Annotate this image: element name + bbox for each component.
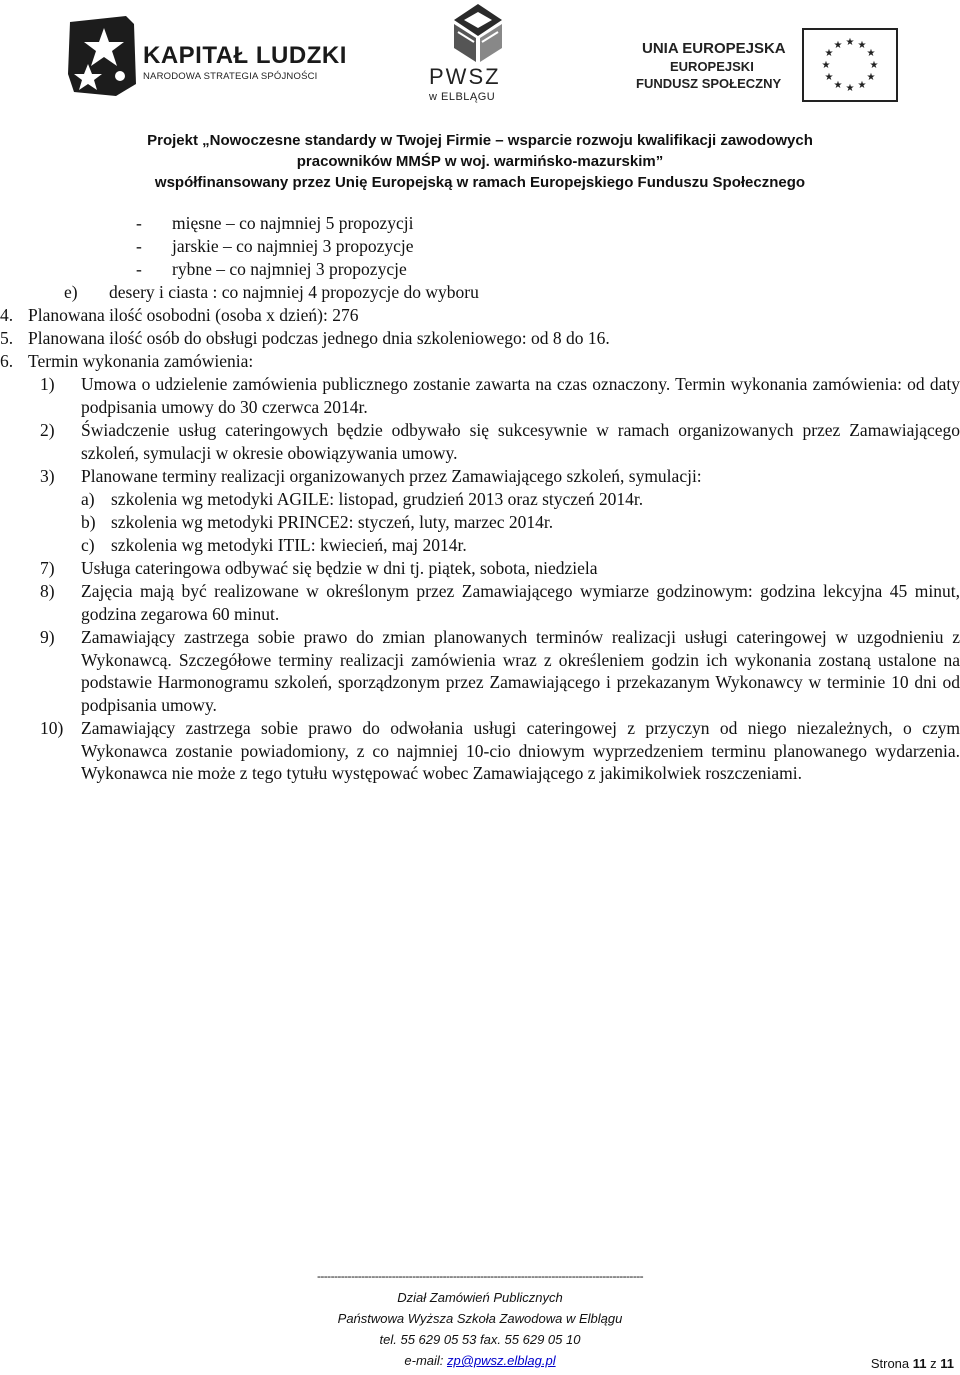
project-line-1: Projekt „Nowoczesne standardy w Twojej Firmie – wsparcie rozwoju kwalifikacji zawodowych (147, 132, 813, 149)
point-6-marker: 6. (0, 351, 14, 371)
sub-item-text: Planowane terminy realizacji organizowanych przez Zamawiającego szkoleń, symulacji: (81, 466, 702, 486)
pwsz-city: w ELBLĄGU (429, 91, 496, 103)
svg-text:★: ★ (866, 72, 876, 83)
page-number (871, 1356, 954, 1371)
item-e-marker: e) (64, 282, 78, 302)
schedule-item: szkolenia wg metodyki ITIL: kwiecień, maj 2014r. (111, 535, 467, 555)
item-e-text: desery i ciasta : co najmniej 4 propozycje do wyboru (109, 282, 479, 302)
kapital-ludzki-title: KAPITAŁ LUDZKI (143, 42, 347, 69)
project-line-2: pracowników MMŚP w woj. warmińsko-mazurskim” (296, 153, 664, 170)
kapital-ludzki-subtitle: NARODOWA STRATEGIA SPÓJNOŚCI (143, 71, 318, 82)
footer-email-label: e-mail: (404, 1353, 448, 1368)
project-line-3: współfinansowany przez Unię Europejską w ramach Europejskiego Funduszu Społecznego (154, 174, 806, 191)
page-prefix: Strona (870, 1356, 913, 1371)
footer-school: Państwowa Wyższa Szkoła Zawodowa w Elblągu (337, 1311, 623, 1326)
pwsz-logo-icon (440, 2, 516, 64)
schedule-marker: a) (81, 489, 95, 509)
sub-item-text: Zajęcia mają być realizowane w określonym przez Zamawiającego wymiarze godzinowym: godzina lekcyjna 45 minut, godzina zegarowa 60 minut. (81, 581, 960, 624)
sub-item-text: Zamawiający zastrzega sobie prawo do zmian planowanych terminów realizacji usługi cateringowej w uzgodnieniu z Wykonawcą. Szczegółowe terminy realizacji zamówienia wraz z określeniem godzin ich wykonania zostaną ustalone na podstawie Harmonogramu szkoleń, sporządzonym przez Zamawiającego i przekazanym Wykonawcy w terminie 10 dni od podpisania umowy. (81, 627, 960, 716)
point-5-text: Planowana ilość osób do obsługi podczas jednego dnia szkoleniowego: od 8 do 16. (28, 328, 610, 348)
sub-item-text: Umowa o udzielenie zamówienia publicznego zostanie zawarta na czas oznaczony. Termin wykonania zamówienia: od daty podpisania umowy do 30 czerwca 2014r. (81, 374, 960, 417)
sub-item-marker: 1) (40, 374, 55, 394)
page-of: z (926, 1356, 941, 1371)
svg-text:★: ★ (824, 72, 834, 83)
dash-marker: - (136, 213, 142, 233)
point-5-marker: 5. (0, 328, 14, 348)
svg-text:★: ★ (824, 48, 834, 59)
sub-item-marker: 3) (40, 466, 55, 486)
point-4-text: Planowana ilość osobodni (osoba x dzień): 276 (28, 305, 359, 325)
footer-department: Dział Zamówień Publicznych (397, 1290, 563, 1305)
svg-text:★: ★ (833, 40, 843, 51)
pwsz-logo (418, 0, 538, 106)
page-total: 11 (940, 1356, 954, 1371)
dash-marker: - (136, 259, 142, 279)
footer (0, 1266, 960, 1371)
svg-text:★: ★ (866, 48, 876, 59)
point-6-text: Termin wykonania zamówienia: (28, 351, 254, 371)
svg-text:★: ★ (845, 37, 855, 48)
sub-item-text: Zamawiający zastrzega sobie prawo do odwołania usługi cateringowej z przyczyn od niego niezależnych, o czym Wykonawca zostanie powiadomiony, z co najmniej 10-cio dniowym wyprzedzeniem terminu planowanego wydarzenia. Wykonawca nie może z tego tytułu występować wobec Zamawiającego z jakimikolwiek roszczeniami. (81, 718, 960, 784)
footer-email-link[interactable]: zp@pwsz.elblag.pl (447, 1353, 556, 1368)
schedule-marker: c) (81, 535, 95, 555)
dash-item: mięsne – co najmniej 5 propozycji (172, 213, 414, 233)
page-current: 11 (912, 1356, 927, 1371)
dash-item: rybne – co najmniej 3 propozycje (172, 259, 407, 279)
svg-text:★: ★ (869, 60, 879, 71)
sub-item-marker: 2) (40, 420, 55, 440)
eu-logo-line3: FUNDUSZ SPOŁECZNY (636, 76, 782, 91)
svg-text:★: ★ (833, 80, 843, 91)
sub-item-marker: 7) (40, 558, 55, 578)
kapital-ludzki-logo-icon (66, 14, 138, 98)
sub-item-text: Usługa cateringowa odbywać się będzie w dni tj. piątek, sobota, niedziela (81, 558, 598, 578)
schedule-item: szkolenia wg metodyki PRINCE2: styczeń, luty, marzec 2014r. (111, 512, 554, 532)
schedule-marker: b) (81, 512, 96, 532)
svg-text:★: ★ (845, 83, 855, 94)
svg-text:★: ★ (857, 80, 867, 91)
footer-phone: tel. 55 629 05 53 fax. 55 629 05 10 (379, 1332, 581, 1347)
schedule-item: szkolenia wg metodyki AGILE: listopad, grudzień 2013 oraz styczeń 2014r. (111, 489, 644, 509)
dash-item: jarskie – co najmniej 3 propozycje (172, 236, 414, 256)
kapital-ludzki-logo (66, 14, 347, 98)
footer-separator: ------------------------------------------------------------------------------------------------ (316, 1269, 644, 1283)
dash-marker: - (136, 236, 142, 256)
eu-logo (636, 28, 898, 102)
sub-item-marker: 8) (40, 581, 55, 601)
pwsz-name: PWSZ (429, 64, 501, 89)
eu-logo-line1: UNIA EUROPEJSKA (642, 40, 786, 57)
svg-text:★: ★ (821, 60, 831, 71)
eu-flag-icon (802, 28, 898, 102)
project-banner (0, 130, 960, 193)
svg-text:★: ★ (857, 40, 867, 51)
sub-item-marker: 10) (40, 718, 64, 738)
sub-item-text: Świadczenie usług cateringowych będzie odbywało się sukcesywnie w ramach organizowanych przez Zamawiającego szkoleń, symulacji w okresie obowiązywania umowy. (81, 420, 960, 463)
sub-item-marker: 9) (40, 627, 55, 647)
eu-logo-line2: EUROPEJSKI (670, 59, 754, 74)
footer-email-row (0, 1350, 960, 1371)
point-4-marker: 4. (0, 305, 14, 325)
